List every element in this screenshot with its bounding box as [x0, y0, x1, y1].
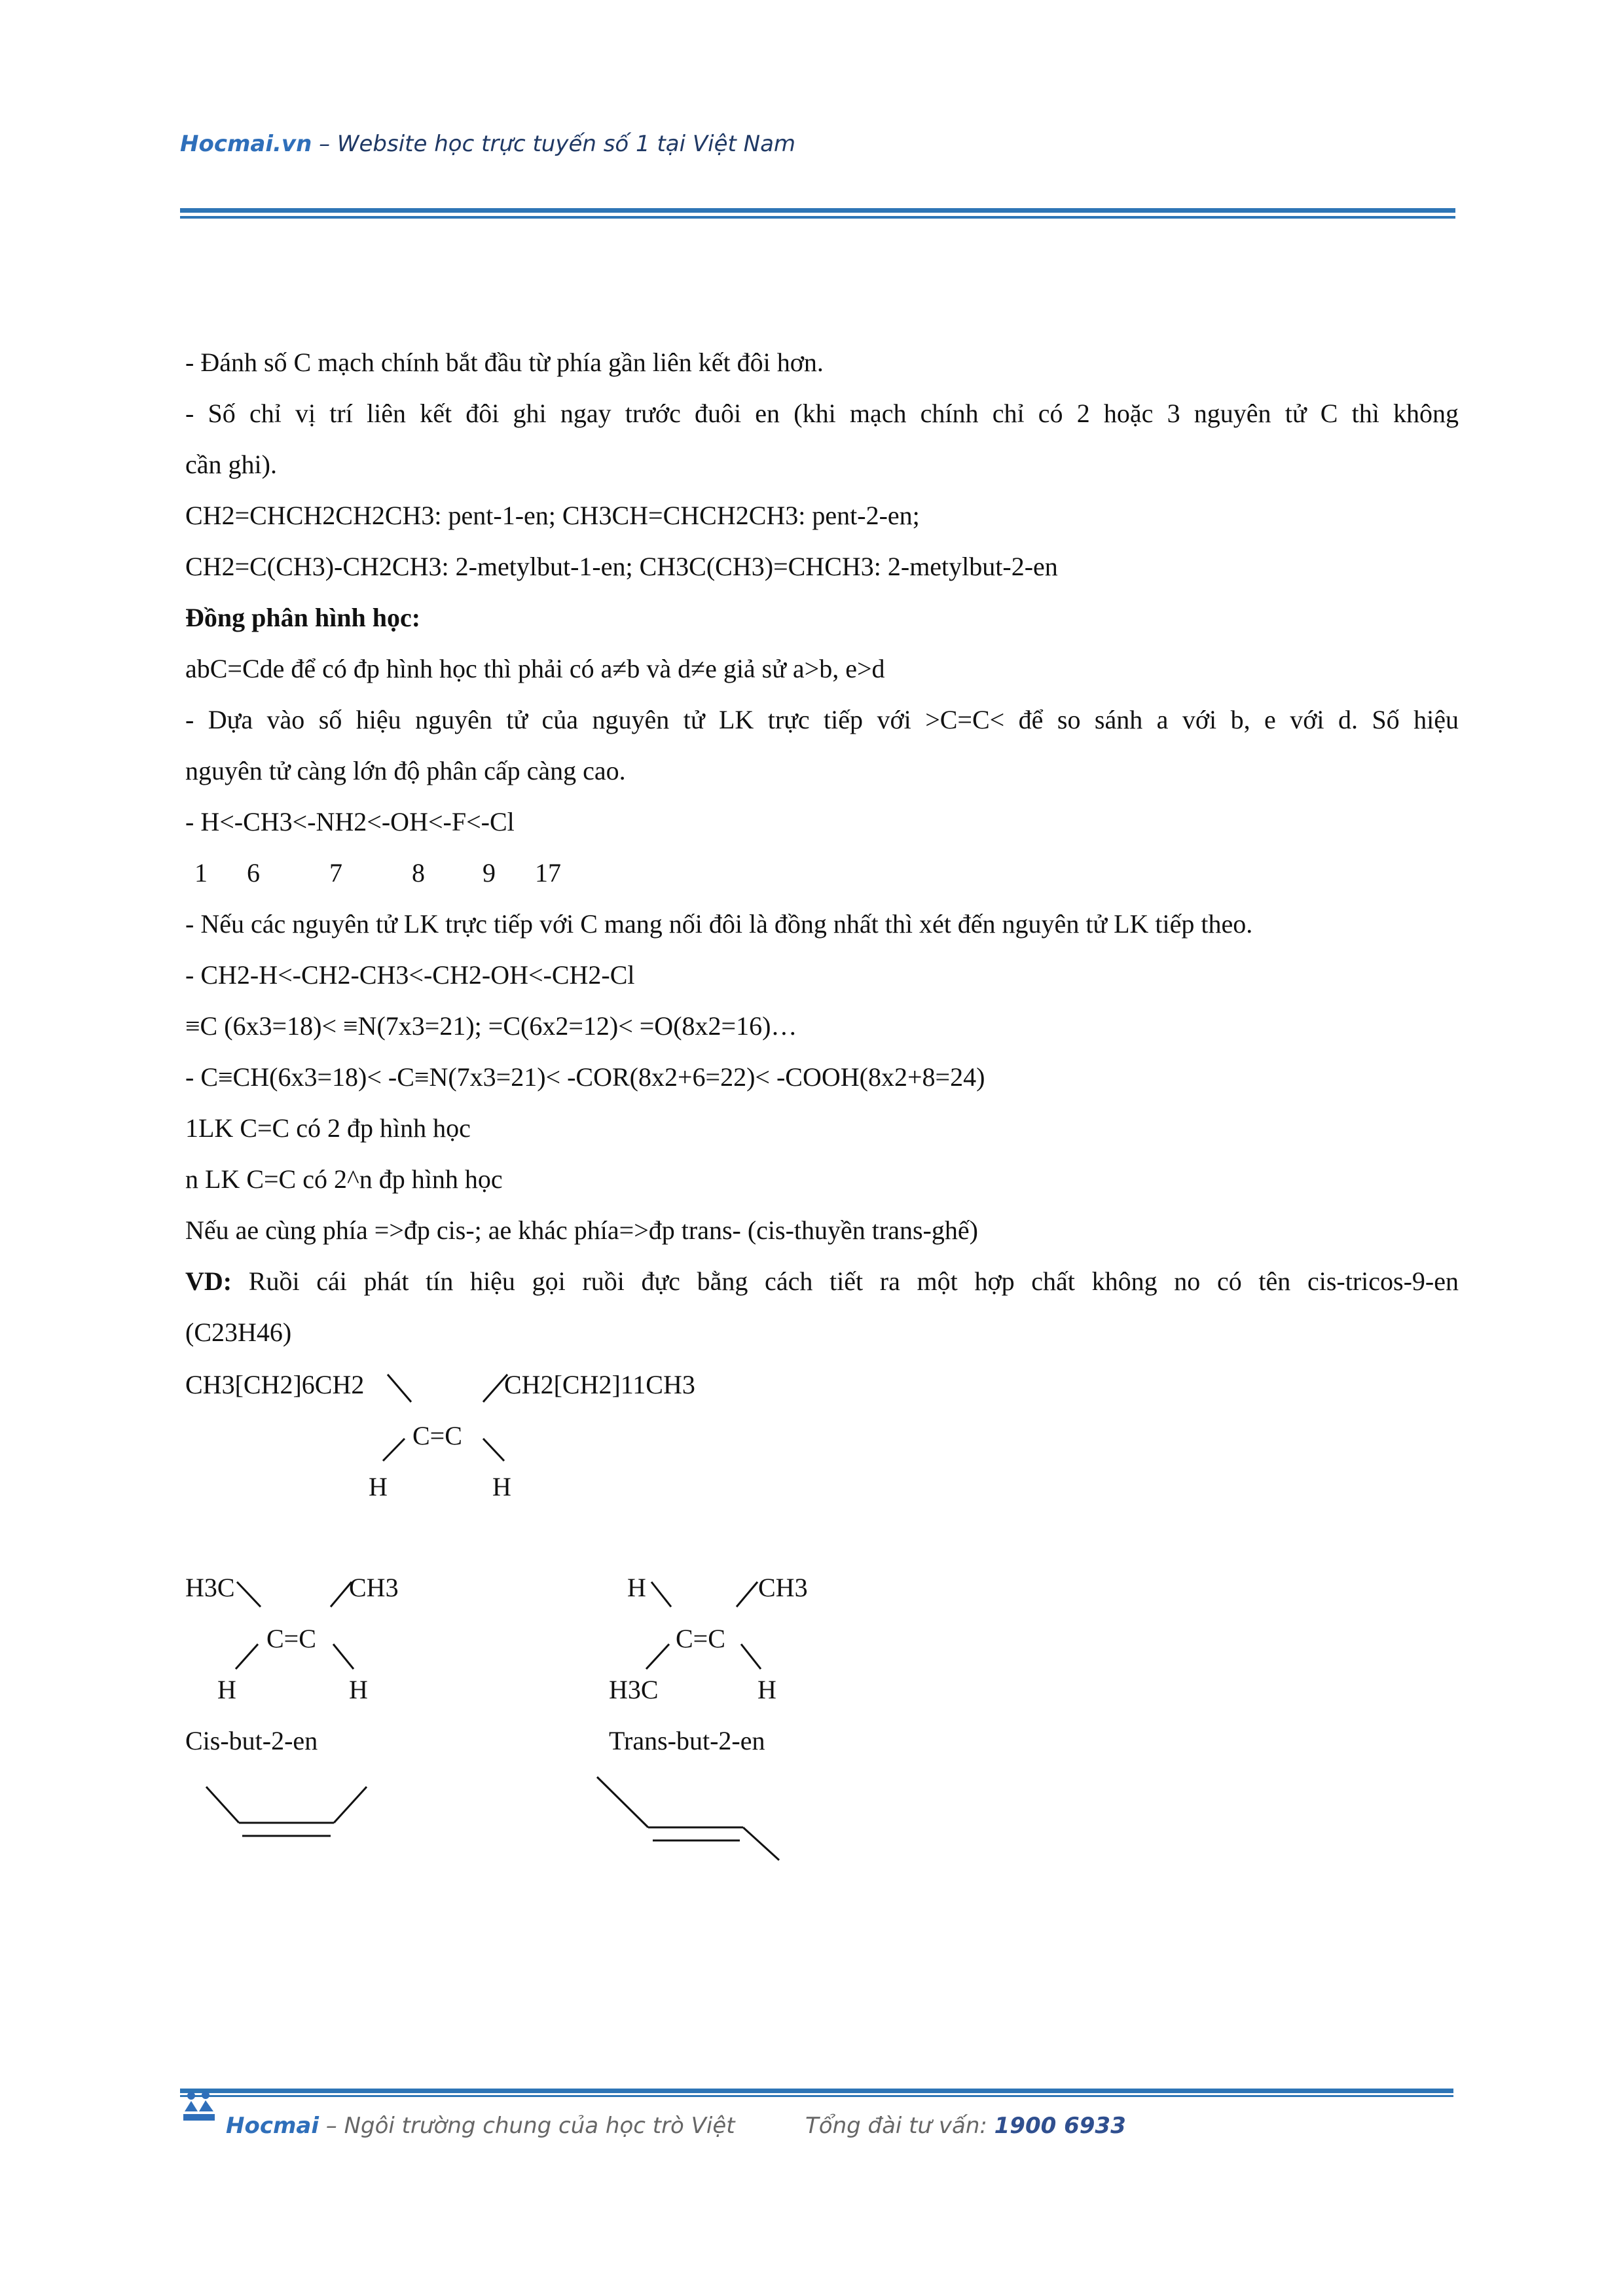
bond-line	[388, 1374, 411, 1402]
tricos-left-chain: CH3[CH2]6CH2	[185, 1370, 365, 1399]
footer-rule	[180, 2089, 1453, 2093]
trans-bottom-right: H	[757, 1675, 776, 1704]
atomic-number: 9	[483, 858, 496, 888]
trans-name: Trans-but-2-en	[609, 1726, 765, 1755]
group-scores: - C≡CH(6x3=18)< -C≡N(7x3=21)< -COR(8x2+6=22)< -COOH(8x2+8=24)	[185, 1062, 985, 1092]
skeletal-bond	[206, 1787, 239, 1823]
para-identical-atoms: - Nếu các nguyên tử LK trực tiếp với C mang nối đôi là đồng nhất thì xét đến nguyên tử LK tiếp theo.	[185, 909, 1253, 939]
bond-line	[383, 1439, 405, 1461]
example-methylbutene: CH2=C(CH3)-CH2CH3: 2-metylbut-1-en; CH3C(CH3)=CHCH3: 2-metylbut-2-en	[185, 552, 1058, 581]
para-atomic-number-a: - Dựa vào số hiệu nguyên tử của nguyên tử LK trực tiếp với >C=C< để so sánh a với b, e với d. Số hiệu	[185, 705, 1459, 734]
bond-line	[741, 1644, 761, 1669]
footer-hotline[interactable]: 1900 6933	[994, 2113, 1126, 2139]
footer-rule-thin	[180, 2095, 1453, 2097]
trans-bottom-left: H3C	[609, 1675, 659, 1704]
footer-hotline-block	[805, 2113, 1126, 2139]
trans-top-left: H	[627, 1573, 646, 1602]
hocmai-logo-icon	[181, 2089, 219, 2127]
priority-order: - H<-CH3<-NH2<-OH<-F<-Cl	[185, 807, 515, 836]
header-tagline: – Website học trực tuyến số 1 tại Việt Nam	[312, 131, 796, 157]
example-label: VD:	[185, 1266, 232, 1296]
para-numbering: - Đánh số C mạch chính bắt đầu từ phía gần liên kết đôi hơn.	[185, 348, 824, 377]
rule-n-bonds: n LK C=C có 2^n đp hình học	[185, 1164, 503, 1194]
bond-line	[237, 1582, 261, 1607]
tricos-right-chain: CH2[CH2]11CH3	[504, 1370, 695, 1399]
example-text: Ruồi cái phát tín hiệu gọi ruồi đực bằng cách tiết ra một hợp chất không no có tên cis-tricos-9-en	[232, 1266, 1459, 1296]
trans-top-right: CH3	[758, 1573, 808, 1602]
atomic-number: 6	[247, 858, 260, 888]
cis-double-bond: C=C	[266, 1624, 316, 1653]
para-atomic-number-b: nguyên tử càng lớn độ phân cấp càng cao.	[185, 756, 626, 785]
bond-line	[646, 1644, 669, 1669]
cis-top-left: H3C	[185, 1573, 235, 1602]
cis-bottom-right: H	[349, 1675, 368, 1704]
triple-double-bond-scores: ≡C (6x3=18)< ≡N(7x3=21); =C(6x2=12)< =O(8x2=16)…	[185, 1011, 797, 1041]
header-brand[interactable]: Hocmai.vn	[180, 131, 312, 157]
cis-name: Cis-but-2-en	[185, 1726, 318, 1755]
footer-brand[interactable]: Hocmai	[226, 2113, 319, 2139]
skeletal-bond	[743, 1827, 779, 1860]
bond-line	[651, 1582, 671, 1607]
atomic-number: 8	[412, 858, 425, 888]
atomic-number: 17	[535, 858, 561, 888]
trans-double-bond: C=C	[676, 1624, 725, 1653]
bond-line	[483, 1374, 507, 1402]
atomic-number: 7	[329, 858, 342, 888]
footer-hotline-label: Tổng đài tư vấn:	[805, 2113, 994, 2139]
bond-line	[483, 1439, 504, 1461]
cis-top-right: CH3	[349, 1573, 399, 1602]
skeletal-bond	[597, 1777, 648, 1827]
rule-one-bond: 1LK C=C có 2 đp hình học	[185, 1113, 471, 1143]
bond-line	[333, 1644, 354, 1669]
footer-tagline: – Ngôi trường chung của học trò Việt	[319, 2113, 735, 2139]
bond-line	[737, 1582, 757, 1607]
para-position-b: cần ghi).	[185, 450, 277, 479]
cis-bottom-left: H	[217, 1675, 236, 1704]
priority-groups: - CH2-H<-CH2-CH3<-CH2-OH<-CH2-Cl	[185, 960, 635, 990]
example-formula: (C23H46)	[185, 1318, 292, 1347]
rule-cis-trans: Nếu ae cùng phía =>đp cis-; ae khác phía=>đp trans- (cis-thuyền trans-ghế)	[185, 1215, 978, 1245]
para-condition: abC=Cde để có đp hình học thì phải có a≠b và d≠e giả sử a>b, e>d	[185, 654, 885, 683]
tricos-h-right: H	[492, 1472, 511, 1501]
atomic-number: 1	[194, 858, 208, 888]
skeletal-bond	[334, 1787, 367, 1823]
para-position-a: - Số chỉ vị trí liên kết đôi ghi ngay trước đuôi en (khi mạch chính chỉ có 2 hoặc 3 nguyên tử C thì không	[185, 399, 1459, 428]
example-pentene: CH2=CHCH2CH2CH3: pent-1-en; CH3CH=CHCH2CH3: pent-2-en;	[185, 501, 920, 530]
footer-left	[226, 2113, 735, 2139]
tricos-h-left: H	[369, 1472, 388, 1501]
tricos-double-bond: C=C	[412, 1421, 462, 1450]
heading-geometric-isomer: Đồng phân hình học:	[185, 603, 421, 632]
bond-line	[236, 1644, 258, 1669]
